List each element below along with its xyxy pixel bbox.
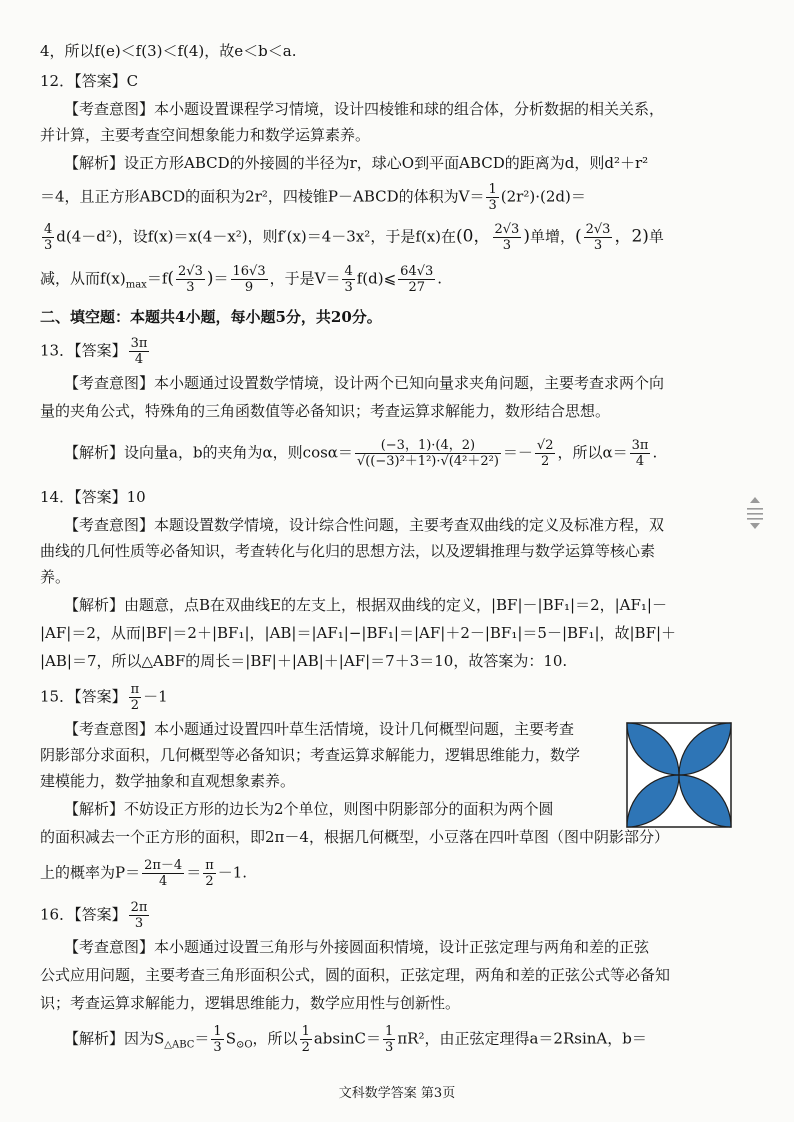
numerator: 4	[344, 264, 353, 279]
q12-solution-cont	[40, 264, 760, 295]
text-segment: ，所以	[252, 1029, 298, 1048]
q16-intent-cont: 公式应用问题，主要考查三角形面积公式，圆的面积，正弦定理，两角和差的正弦公式等必备知	[40, 966, 671, 984]
denominator: √((−3)²＋1²)·√(4²＋2²)	[356, 454, 499, 469]
text-segment: ＝	[186, 863, 202, 882]
denominator: 2	[130, 698, 139, 713]
numerator: 2π	[130, 900, 148, 915]
fraction	[584, 222, 613, 253]
q16-intent: 【考查意图】本小题通过设置三角形与外接圆面积情境，设计正弦定理与两角和差的正弦	[64, 938, 650, 956]
text-segment: ，2)	[614, 226, 649, 247]
text-segment: 单增，	[529, 227, 575, 246]
fraction	[486, 182, 498, 213]
text-segment: (	[574, 226, 582, 247]
q12-answer: 12．【答案】C	[40, 72, 139, 90]
fraction	[203, 858, 216, 889]
text-segment: ＝	[194, 1029, 210, 1048]
q15-intent: 【考查意图】本小题通过设置四叶草生活情境，设计几何概型问题，主要考查	[64, 720, 575, 738]
text-segment: ＝	[213, 269, 229, 288]
q12-solution: 【解析】设正方形ABCD的外接圆的半径为r，球心O到平面ABCD的距离为d，则d²＋r²	[64, 154, 649, 172]
denominator: 4	[134, 352, 144, 367]
text-segment: .	[437, 269, 443, 288]
q14-answer: 14．【答案】10	[40, 488, 146, 506]
numerator: 2√3	[585, 222, 611, 237]
denominator: 3	[502, 238, 512, 253]
text-line: 4，所以f(e)＜f(3)＜f(4)，故e＜b＜a.	[40, 42, 297, 60]
denominator: 3	[488, 198, 497, 213]
q14-solution: 【解析】由题意，点B在双曲线E的左支上，根据双曲线的定义，|BF|－|BF₁|＝2，|AF₁|－	[64, 596, 667, 614]
text-segment: 单	[648, 227, 664, 246]
fraction	[300, 1024, 312, 1055]
numerator: 2√3	[494, 222, 520, 237]
text-segment: －1.	[217, 863, 248, 882]
text-segment: 【解析】设向量a，b的夹角为α，则cosα＝	[64, 443, 353, 462]
q12-solution-cont	[40, 182, 760, 213]
fraction	[42, 222, 54, 253]
q15-intent-cont: 建模能力，数学抽象和直观想象素养。	[40, 772, 296, 790]
q13-answer	[40, 336, 760, 367]
q14-solution-cont: |AB|＝7，所以△ABF的周长＝|BF|＋|AB|＋|AF|＝7＋3＝10，故答案为：10.	[40, 652, 568, 670]
denominator: 3	[44, 238, 53, 253]
denominator: 9	[244, 280, 254, 295]
q12-intent-cont: 并计算，主要考查空间想象能力和数学运算素养。	[40, 126, 371, 144]
q15-solution-cont: 的面积减去一个正方形的面积，即2π－4，根据几何概型，小豆落在四叶草图（图中阴影部分）	[40, 828, 669, 846]
q16-intent-cont: 识；考查运算求解能力，逻辑思维能力，数学应用性与创新性。	[40, 994, 461, 1012]
numerator: 3π	[130, 336, 148, 351]
text-segment: (2r²)·(2d)＝	[500, 187, 586, 206]
text-segment: 16．【答案】	[40, 905, 127, 924]
q16-solution	[64, 1024, 760, 1055]
text-segment: 13．【答案】	[40, 341, 127, 360]
fraction	[355, 438, 501, 469]
text-segment: )	[206, 268, 214, 289]
denominator: 3	[213, 1040, 222, 1055]
subscript: ⊙O	[235, 1039, 253, 1051]
denominator: 3	[134, 916, 144, 931]
denominator: 3	[344, 280, 353, 295]
q14-solution-cont: |AF|＝2，从而|BF|＝2＋|BF₁|，|AB|＝|AF₁|−|BF₁|＝|AF|＋2－|BF₁|＝5－|BF₁|，故|BF|＋	[40, 624, 677, 642]
subscript: △ABC	[164, 1039, 195, 1051]
text-segment: f(d)⩽	[356, 269, 397, 288]
fraction	[398, 264, 435, 295]
four-leaf-clover-figure	[626, 722, 732, 828]
denominator: 3	[593, 238, 603, 253]
fraction	[211, 1024, 223, 1055]
denominator: 2	[301, 1040, 310, 1055]
denominator: 27	[408, 280, 425, 295]
numerator: 16√3	[232, 264, 266, 279]
q14-intent-cont: 曲线的几何性质等必备知识，考查转化与化归的思想方法，以及逻辑推理与数学运算等核心素	[40, 542, 656, 560]
denominator: 2	[541, 454, 550, 469]
numerator: 1	[488, 182, 497, 197]
fraction	[342, 264, 354, 295]
q16-answer	[40, 900, 760, 931]
denominator: 3	[186, 280, 195, 295]
fraction	[129, 336, 150, 367]
text-segment: 【解析】因为S	[64, 1029, 165, 1048]
denominator: 4	[635, 454, 645, 469]
text-segment: ＝f	[146, 269, 168, 288]
text-segment: －1	[143, 687, 168, 706]
q14-intent: 【考查意图】本题设置数学情境，设计综合性问题，主要考查双曲线的定义及标准方程，双	[64, 516, 665, 534]
text-segment: .	[652, 443, 658, 462]
denominator: 4	[159, 874, 168, 889]
numerator: √2	[536, 438, 554, 453]
text-segment: πR²，由正弦定理得a＝2RsinA，b＝	[397, 1029, 647, 1048]
text-segment: 减，从而f(x)	[40, 269, 126, 288]
q15-answer	[40, 682, 760, 713]
fraction	[176, 264, 205, 295]
text-segment: ＝－	[502, 443, 533, 462]
q15-intent-cont: 阴影部分求面积，几何概型等必备知识；考查运算求解能力，逻辑思维能力，数学	[40, 746, 581, 764]
page-footer: 文科数学答案 第3页	[338, 1086, 456, 1101]
fraction	[630, 438, 651, 469]
text-segment: ，于是V＝	[269, 269, 341, 288]
denominator: 2	[205, 874, 214, 889]
numerator: 1	[385, 1024, 394, 1039]
text-segment: ＝4，且正方形ABCD的面积为2r²，四棱锥P－ABCD的体积为V＝	[40, 187, 485, 206]
text-segment: ，所以α＝	[557, 443, 628, 462]
section-heading: 二、填空题：本题共4小题，每小题5分，共20分。	[40, 308, 382, 326]
numerator: 1	[213, 1024, 222, 1039]
q12-intent: 【考查意图】本小题设置课程学习情境，设计四棱锥和球的组合体，分析数据的相关关系，	[64, 100, 665, 118]
fraction	[535, 438, 556, 469]
numerator: π	[205, 858, 214, 873]
text-segment: 15．【答案】	[40, 687, 127, 706]
fraction	[142, 858, 184, 889]
text-segment: d(4－d²)，设f(x)＝x(4－x²)，则f′(x)＝4－3x²，于是f(x)在	[56, 227, 457, 246]
text-segment: 上的概率为P＝	[40, 863, 141, 882]
q12-solution-cont	[40, 222, 760, 253]
fraction	[129, 682, 142, 713]
text-segment: (	[167, 268, 175, 289]
numerator: (−3，1)·(4，2)	[355, 438, 501, 454]
numerator: 1	[301, 1024, 310, 1039]
denominator: 3	[385, 1040, 394, 1055]
scroll-handle-icon[interactable]	[744, 494, 766, 532]
subscript: max	[125, 279, 147, 291]
numerator: 2π－4	[144, 858, 183, 873]
fraction	[383, 1024, 395, 1055]
fraction	[493, 222, 522, 253]
text-segment: )	[523, 226, 530, 247]
numerator: 4	[44, 222, 53, 237]
q15-solution-cont	[40, 858, 760, 889]
numerator: π	[130, 682, 140, 697]
q13-solution	[64, 438, 760, 469]
fraction	[129, 900, 150, 931]
text-segment: (0，	[456, 226, 491, 247]
text-segment: S	[225, 1029, 236, 1048]
numerator: 3π	[631, 438, 649, 453]
q13-intent: 【考查意图】本小题通过设置数学情境，设计两个已知向量求夹角问题，主要考查求两个向	[64, 374, 665, 392]
q14-intent-cont: 养。	[40, 568, 71, 586]
numerator: 2√3	[178, 264, 203, 279]
fraction	[231, 264, 268, 295]
q13-intent-cont: 量的夹角公式，特殊角的三角函数值等必备知识；考查运算求解能力，数形结合思想。	[40, 402, 611, 420]
numerator: 64√3	[400, 264, 434, 279]
q15-solution: 【解析】不妨设正方形的边长为2个单位，则图中阴影部分的面积为两个圆	[64, 800, 554, 818]
text-segment: absinC＝	[313, 1029, 382, 1048]
